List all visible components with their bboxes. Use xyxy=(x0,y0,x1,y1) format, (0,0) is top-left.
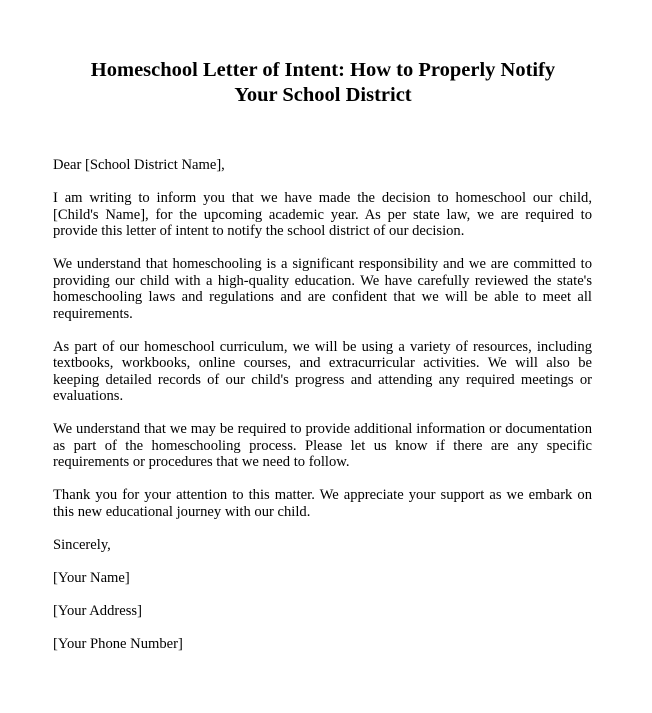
letter-body xyxy=(53,157,592,669)
paragraph-intent: I am writing to inform you that we have made the decision to homeschool our child, [Child's Name], for the upcoming academic year. As per state law, we are required to provide this letter of intent to notify the school district of our decision. xyxy=(53,190,592,239)
paragraph-responsibility: We understand that homeschooling is a significant responsibility and we are committed to providing our child with a high-quality education. We have carefully reviewed the state's homeschooling laws and regulations and are confident that we will be able to meet all requirements. xyxy=(53,256,592,322)
closing: Sincerely, xyxy=(53,536,111,553)
signature-name: [Your Name] xyxy=(53,569,130,586)
salutation: Dear [School District Name], xyxy=(53,157,225,173)
paragraph-curriculum: As part of our homeschool curriculum, we will be using a variety of resources, including textbooks, workbooks, online courses, and extracurricular activities. We will also be keeping detailed records of our child's progress and attending any required meetings or evaluations. xyxy=(53,338,592,404)
title-line-1: Homeschool Letter of Intent: How to Properly Notify xyxy=(90,59,556,81)
document-title xyxy=(40,58,606,108)
paragraph-documentation: We understand that we may be required to provide additional information or documentation as part of the homeschooling process. Please let us know if there are any specific requirements or procedures that we need to follow. xyxy=(53,421,592,470)
title-line-2: Your School District xyxy=(234,84,412,106)
signature-address: [Your Address] xyxy=(53,602,142,619)
paragraph-thanks: Thank you for your attention to this matter. We appreciate your support as we embark on this new educational journey with our child. xyxy=(53,487,592,520)
signature-phone: [Your Phone Number] xyxy=(53,635,183,652)
